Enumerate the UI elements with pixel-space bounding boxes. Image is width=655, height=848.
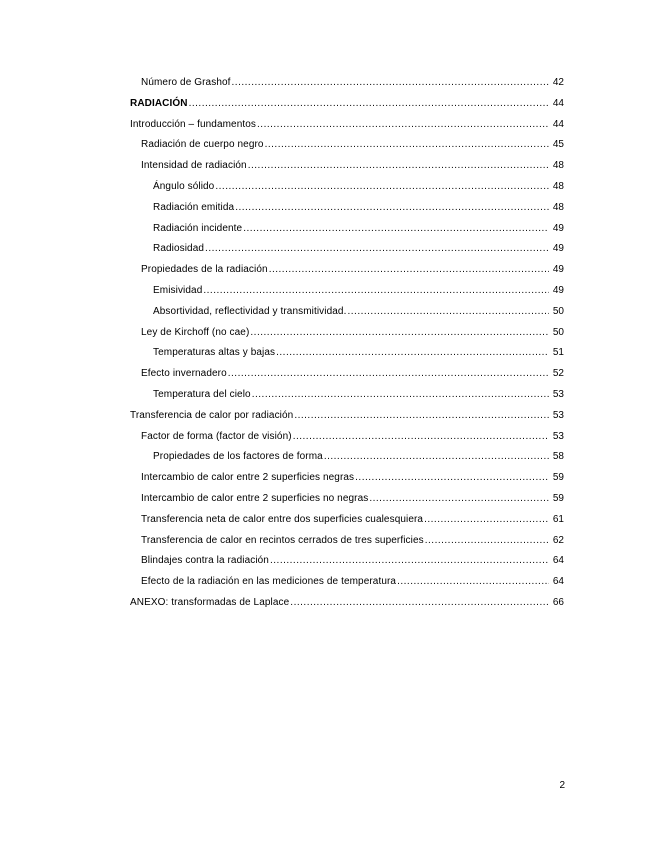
toc-entry-title[interactable]: Transferencia de calor por radiación [130, 409, 294, 421]
toc-dot-leader [355, 468, 549, 489]
toc-entry-page-number[interactable]: 45 [552, 139, 564, 151]
toc-entry-page-number[interactable]: 49 [552, 222, 564, 234]
toc-entry-title[interactable]: Radiación de cuerpo negro [141, 139, 264, 151]
toc-entry-title[interactable]: Intercambio de calor entre 2 superficies no negras [141, 492, 369, 504]
toc-dot-leader [235, 198, 549, 219]
toc-entry[interactable] [130, 239, 564, 260]
toc-entry[interactable] [130, 385, 564, 406]
toc-entry-title[interactable]: Emisividad [153, 284, 203, 296]
toc-entry-page-number[interactable]: 53 [552, 388, 564, 400]
toc-dot-leader [425, 531, 549, 552]
toc-entry[interactable] [130, 427, 564, 448]
toc-dot-leader [189, 94, 549, 115]
toc-entry[interactable] [130, 489, 564, 510]
toc-entry-page-number[interactable]: 58 [552, 451, 564, 463]
toc-entry-page-number[interactable]: 59 [552, 492, 564, 504]
toc-entry-title[interactable]: Absortividad, reflectividad y transmitividad. [153, 305, 347, 317]
toc-entry[interactable] [130, 343, 564, 364]
toc-dot-leader [290, 593, 549, 614]
toc-entry-page-number[interactable]: 48 [552, 201, 564, 213]
toc-entry-title[interactable]: Ángulo sólido [153, 180, 215, 192]
toc-entry[interactable] [130, 468, 564, 489]
toc-entry-page-number[interactable]: 49 [552, 243, 564, 255]
toc-entry-page-number[interactable]: 59 [552, 472, 564, 484]
toc-entry-title[interactable]: Radiación emitida [153, 201, 235, 213]
toc-dot-leader [232, 73, 549, 94]
toc-entry-page-number[interactable]: 61 [552, 513, 564, 525]
toc-dot-leader [276, 343, 549, 364]
toc-entry-title[interactable]: Temperatura del cielo [153, 388, 251, 400]
toc-dot-leader [243, 219, 549, 240]
toc-entry[interactable] [130, 364, 564, 385]
toc-dot-leader [270, 551, 549, 572]
toc-entry[interactable] [130, 198, 564, 219]
toc-dot-leader [265, 135, 549, 156]
toc-entry-page-number[interactable]: 44 [552, 118, 564, 130]
toc-entry-title[interactable]: Ley de Kirchoff (no cae) [141, 326, 250, 338]
toc-entry[interactable] [130, 572, 564, 593]
toc-dot-leader [252, 385, 549, 406]
toc-entry-page-number[interactable]: 48 [552, 160, 564, 172]
toc-dot-leader [369, 489, 549, 510]
toc-entry[interactable] [130, 219, 564, 240]
toc-entry[interactable] [130, 531, 564, 552]
toc-entry-title[interactable]: Factor de forma (factor de visión) [141, 430, 292, 442]
toc-entry-page-number[interactable]: 66 [552, 596, 564, 608]
toc-entry-page-number[interactable]: 53 [552, 430, 564, 442]
toc-entry[interactable] [130, 73, 564, 94]
toc-dot-leader [324, 447, 549, 468]
toc-entry-title[interactable]: Transferencia neta de calor entre dos superficies cualesquiera [141, 513, 424, 525]
toc-dot-leader [257, 115, 549, 136]
toc-entry-page-number[interactable]: 44 [552, 97, 564, 109]
toc-entry-title[interactable]: Efecto de la radiación en las mediciones de temperatura [141, 576, 397, 588]
toc-dot-leader [397, 572, 549, 593]
toc-entry-title[interactable]: Transferencia de calor en recintos cerrados de tres superficies [141, 534, 424, 546]
toc-entry-title[interactable]: Número de Grashof [141, 77, 231, 88]
toc-entry[interactable] [130, 260, 564, 281]
toc-entry-title[interactable]: Intercambio de calor entre 2 superficies negras [141, 472, 355, 484]
toc-entry-title[interactable]: Temperaturas altas y bajas [153, 347, 276, 359]
page-number: 2 [559, 780, 565, 791]
toc-entry-title[interactable]: Propiedades de los factores de forma [153, 451, 323, 463]
toc-entry-page-number[interactable]: 50 [552, 305, 564, 317]
toc-entry[interactable] [130, 510, 564, 531]
toc-entry-page-number[interactable]: 49 [552, 264, 564, 276]
toc-entry[interactable] [130, 593, 564, 614]
toc-entry[interactable] [130, 177, 564, 198]
toc-entry-page-number[interactable]: 64 [552, 576, 564, 588]
toc-entry[interactable] [130, 323, 564, 344]
toc-dot-leader [215, 177, 549, 198]
toc-entry[interactable] [130, 156, 564, 177]
toc-dot-leader [269, 260, 549, 281]
toc-entry-title[interactable]: Radiación incidente [153, 222, 243, 234]
toc-entry-title[interactable]: Introducción – fundamentos [130, 118, 257, 130]
toc-entry-page-number[interactable]: 52 [552, 368, 564, 380]
toc-entry[interactable] [130, 302, 564, 323]
toc-entry[interactable] [130, 135, 564, 156]
table-of-contents [130, 73, 564, 614]
toc-entry-title[interactable]: Blindajes contra la radiación [141, 555, 269, 567]
toc-dot-leader [228, 364, 549, 385]
toc-entry[interactable] [130, 406, 564, 427]
toc-entry-title[interactable]: Intensidad de radiación [141, 160, 247, 172]
toc-entry-page-number[interactable]: 42 [552, 77, 564, 88]
toc-entry-page-number[interactable]: 53 [552, 409, 564, 421]
toc-dot-leader [424, 510, 549, 531]
toc-entry-title[interactable]: Radiosidad [153, 243, 205, 255]
toc-entry[interactable] [130, 281, 564, 302]
toc-entry-page-number[interactable]: 64 [552, 555, 564, 567]
toc-entry[interactable] [130, 551, 564, 572]
toc-dot-leader [248, 156, 549, 177]
toc-entry-title[interactable]: RADIACIÓN [130, 97, 188, 109]
toc-dot-leader [294, 406, 549, 427]
toc-entry-page-number[interactable]: 62 [552, 534, 564, 546]
toc-dot-leader [203, 281, 549, 302]
toc-entry-title[interactable]: ANEXO: transformadas de Laplace [130, 596, 290, 608]
toc-entry-page-number[interactable]: 49 [552, 284, 564, 296]
toc-entry[interactable] [130, 447, 564, 468]
toc-dot-leader [205, 239, 549, 260]
toc-dot-leader [293, 427, 549, 448]
toc-entry[interactable] [130, 115, 564, 136]
toc-entry-title[interactable]: Propiedades de la radiación [141, 264, 268, 276]
toc-dot-leader [250, 323, 549, 344]
toc-entry-page-number[interactable]: 48 [552, 180, 564, 192]
toc-dot-leader [347, 302, 549, 323]
toc-entry-page-number[interactable]: 50 [552, 326, 564, 338]
toc-entry[interactable] [130, 94, 564, 115]
toc-entry-title[interactable]: Efecto invernadero [141, 368, 227, 380]
toc-entry-page-number[interactable]: 51 [552, 347, 564, 359]
